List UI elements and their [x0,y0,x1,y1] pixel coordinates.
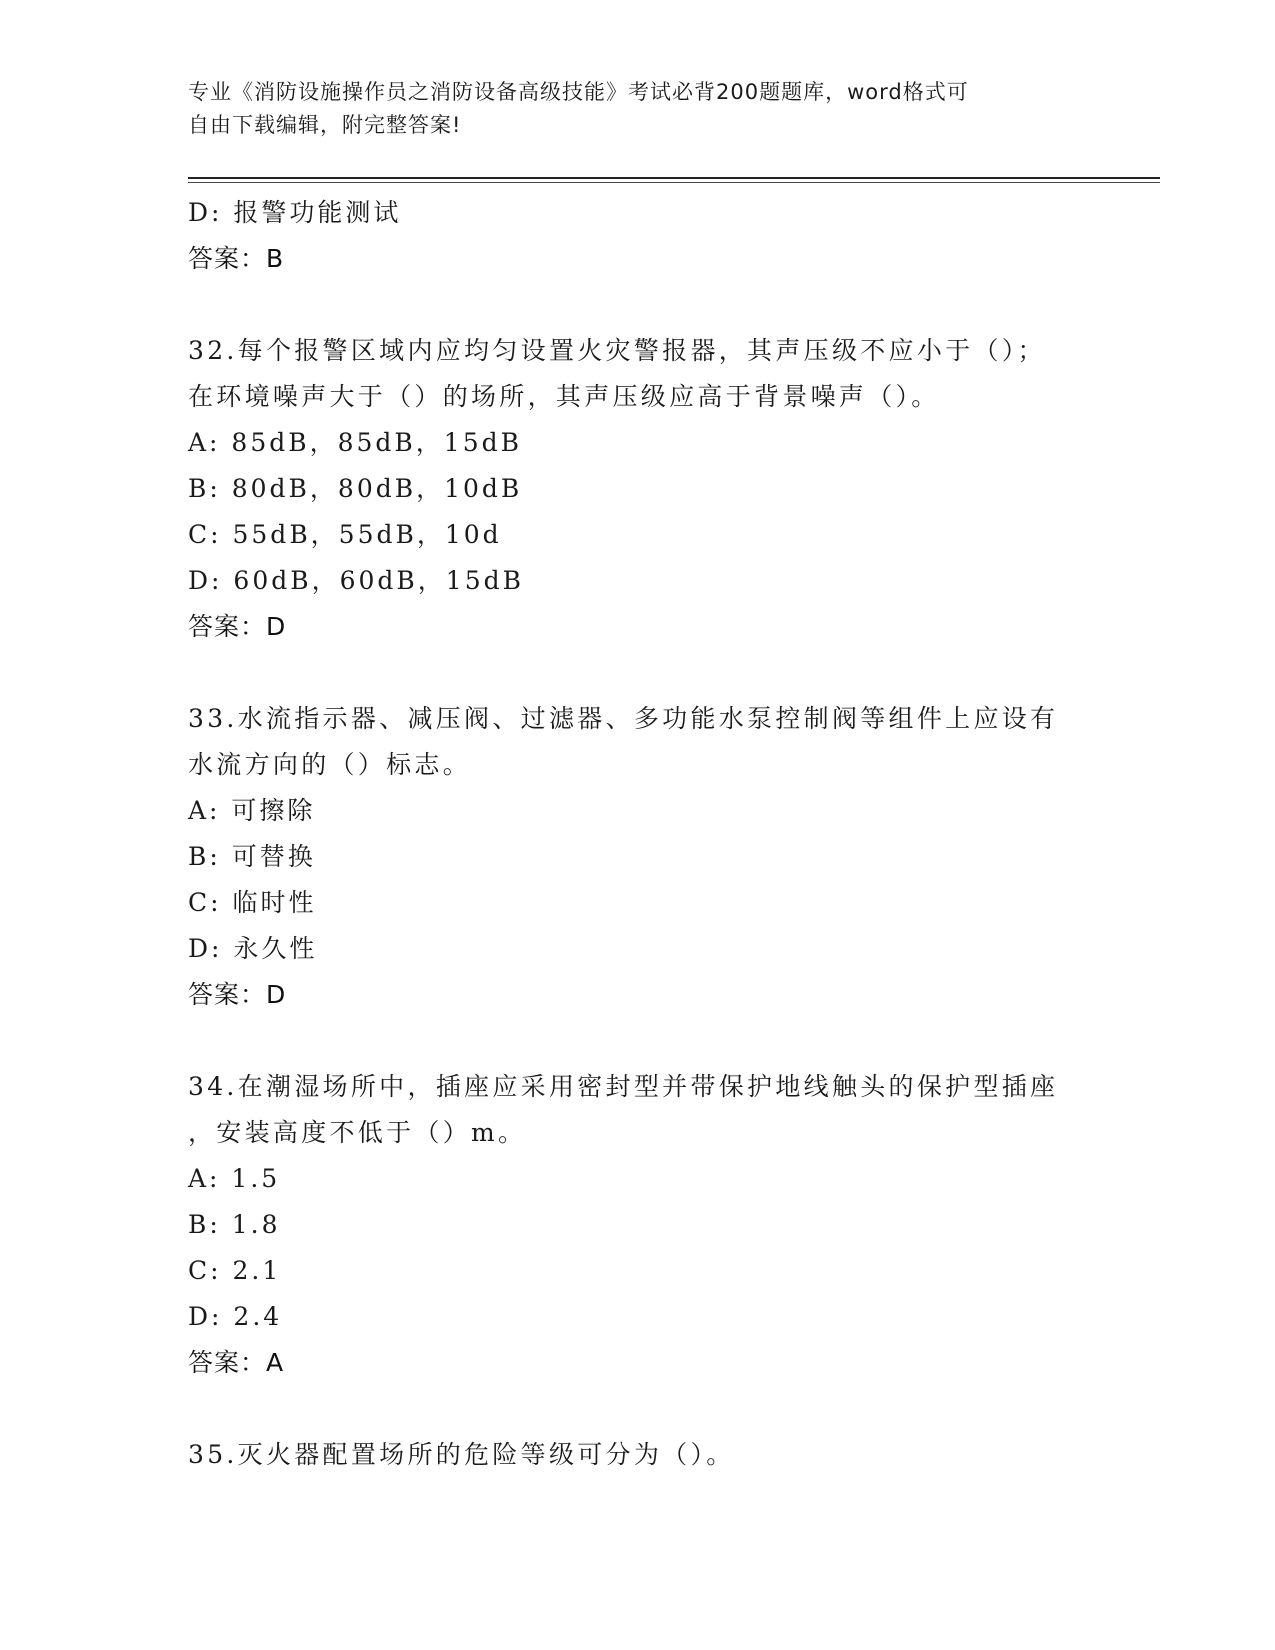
option-b: B: 1.8 [188,1210,281,1239]
question-block [188,1432,1088,1478]
option-c: C: 55dB，55dB，10d [188,520,502,549]
question-list [188,190,1088,1478]
spacer [188,1018,1088,1064]
question-text-line: ，安装高度不低于（）m。 [188,1118,527,1147]
question-text-line: 33.水流指示器、减压阀、过滤器、多功能水泵控制阀等组件上应设有 [188,704,1059,733]
header-divider-thin [188,182,1160,183]
option-a: A: 1.5 [188,1164,281,1193]
option-d: D: 60dB，60dB，15dB [188,566,524,595]
option-d: D: 2.4 [188,1302,283,1331]
option-c: C: 临时性 [188,888,317,917]
question-text-line: 32.每个报警区域内应均匀设置火灾警报器，其声压级不应小于（）； [188,336,1046,365]
option-b: B: 可替换 [188,842,316,871]
header-title-line-2: 自由下载编辑，附完整答案! [188,113,462,137]
prev-question-option-d: D: 报警功能测试 [188,198,402,227]
prev-question-answer: 答案：B [188,244,285,273]
question-block [188,1064,1088,1386]
answer-line: 答案：D [188,980,287,1009]
question-block [188,328,1088,650]
option-c: C: 2.1 [188,1256,282,1285]
answer-line: 答案：D [188,612,287,641]
spacer [188,1386,1088,1432]
option-a: A: 85dB，85dB，15dB [188,428,522,457]
header-divider-thick [188,177,1160,179]
question-text-line: 水流方向的（）标志。 [188,750,472,779]
option-a: A: 可擦除 [188,796,316,825]
question-text-line: 在环境噪声大于（）的场所，其声压级应高于背景噪声（）。 [188,382,940,411]
question-block [188,696,1088,1018]
question-text-line: 34.在潮湿场所中，插座应采用密封型并带保护地线触头的保护型插座 [188,1072,1059,1101]
spacer [188,650,1088,696]
question-text-line: 35.灭火器配置场所的危险等级可分为（）。 [188,1440,735,1469]
document-header [188,76,1068,142]
option-d: D: 永久性 [188,934,318,963]
header-title-line-1: 专业《消防设施操作员之消防设备高级技能》考试必背200题题库，word格式可 [188,80,969,104]
spacer [188,282,1088,328]
option-b: B: 80dB，80dB，10dB [188,474,523,503]
answer-line: 答案：A [188,1348,285,1377]
